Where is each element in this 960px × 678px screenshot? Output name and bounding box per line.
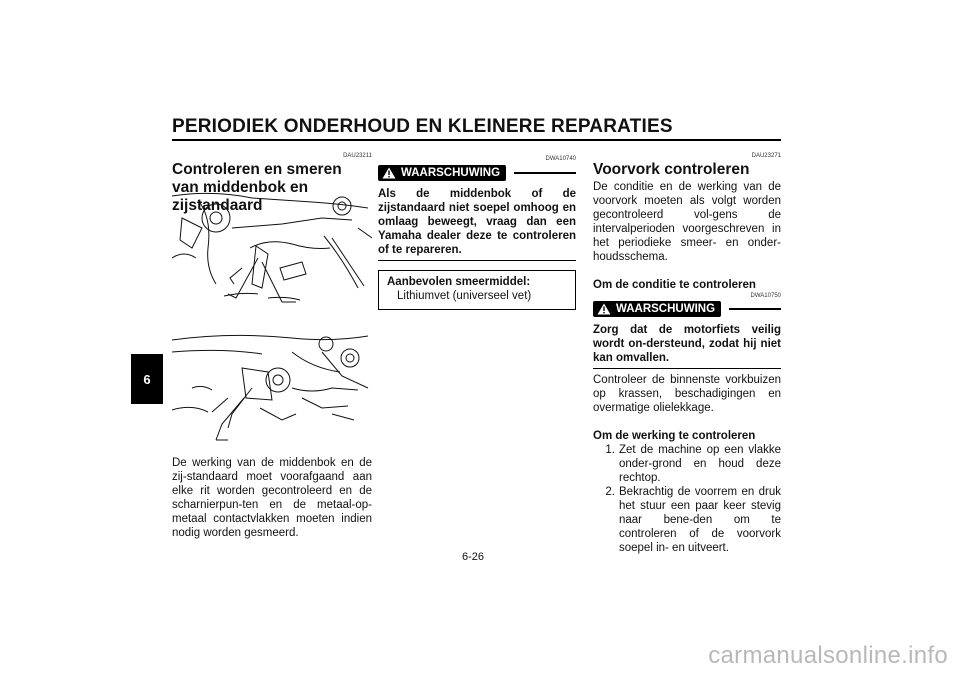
side-stand-illustration [172, 328, 372, 446]
page-title: PERIODIEK ONDERHOUD EN KLEINERE REPARATIES [172, 116, 673, 137]
warning-code: DWA10750 [750, 293, 781, 299]
step-text: Zet de machine op een vlakke onder-grond en houd deze rechtop. [619, 444, 781, 484]
intro-paragraph: De conditie en de werking van de voorvork moeten als volgt worden gecontroleerd vol-gens de intervalperioden voorgeschreven in het periodieke smeer- en onder-houdsschema. [593, 181, 781, 263]
middle-column [378, 156, 576, 310]
warning-code: DWA10740 [545, 156, 576, 162]
section-code: DAU23271 [751, 153, 781, 159]
warning-footer-rule [378, 260, 576, 261]
list-item [593, 443, 781, 485]
warning-header [378, 165, 576, 181]
warning-triangle-icon [382, 167, 396, 179]
steps-list [593, 443, 781, 555]
section-heading: Controleren en smeren van middenbok en zijstandaard [172, 161, 342, 214]
warning-footer-rule [593, 368, 781, 369]
step-number: 1. [605, 444, 615, 456]
warning-label: WAARSCHUWING [616, 303, 716, 315]
page-number: 6-26 [462, 551, 485, 563]
warning-badge [378, 165, 506, 181]
chapter-tab: 6 [131, 354, 163, 404]
inspection-paragraph: Controleer de binnenste vorkbuizen op krassen, beschadigingen en overmatige olielekkage. [593, 374, 781, 414]
section-code: DAU23211 [343, 153, 372, 159]
warning-header [593, 301, 781, 317]
lubricant-box-title: Aanbevolen smeermiddel: [387, 276, 531, 288]
warning-text: Zorg dat de motorfiets veilig wordt on-dersteund, zodat hij niet kan omvallen. [593, 324, 781, 364]
lubricant-box-value: Lithiumvet (universeel vet) [397, 290, 532, 302]
watermark: carmanualsonline.info [708, 642, 948, 669]
subheading-condition: Om de conditie te controleren [593, 279, 756, 291]
section-heading: Voorvork controleren [593, 161, 750, 178]
warning-header-rule [514, 172, 576, 174]
left-paragraph: De werking van de middenbok en de zij-standaard moet voorafgaand aan elke rit worden gecontroleerd en de scharnierpun-ten en de metaal-op-metaal contactvlakken moeten indien nodig worden gesmeerd. [172, 457, 372, 539]
center-stand-illustration [172, 188, 372, 316]
warning-text: Als de middenbok of de zijstandaard niet soepel omhoog en omlaag beweegt, vraag dan een Yamaha dealer deze te controleren of te repareren. [378, 188, 576, 256]
warning-triangle-icon [597, 303, 611, 315]
step-text: Bekrachtig de voorrem en druk het stuur een paar keer stevig naar bene-den om te controleren of de voorvork soepel in- en uitveert. [619, 486, 781, 554]
warning-header-rule [729, 308, 781, 310]
subheading-operation: Om de werking te controleren [593, 430, 756, 442]
warning-label: WAARSCHUWING [401, 167, 501, 179]
right-column [593, 153, 781, 555]
warning-badge [593, 301, 721, 317]
lubricant-box [378, 270, 576, 310]
title-rule [172, 139, 781, 141]
list-item [593, 485, 781, 555]
step-number: 2. [605, 486, 615, 498]
